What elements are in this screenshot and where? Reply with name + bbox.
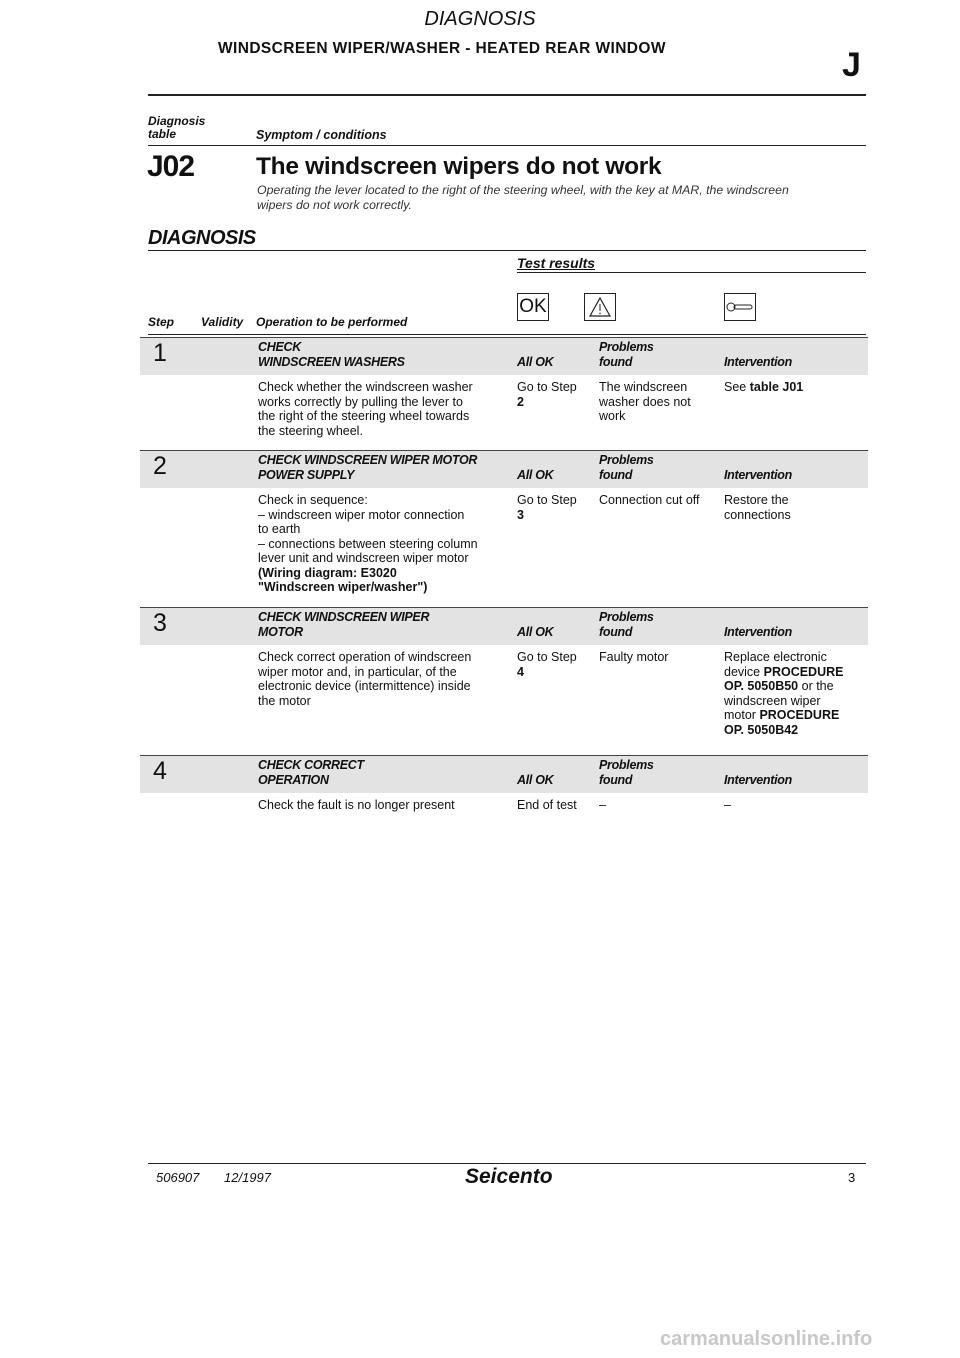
text-segment: lever unit and windscreen wiper motor	[258, 551, 469, 565]
text-segment: Faulty motor	[599, 650, 669, 664]
text-segment: work	[599, 409, 626, 423]
problems-found-label	[599, 610, 654, 640]
text-line	[517, 650, 577, 665]
text-segment: (Wiring diagram: E3020	[258, 565, 397, 580]
text-segment: OP. 5050B42	[724, 722, 799, 737]
text-line	[599, 493, 700, 508]
divider	[148, 250, 866, 251]
text-line	[258, 650, 471, 665]
wrench-icon	[724, 293, 756, 321]
text-segment: Check whether the windscreen washer	[258, 380, 473, 394]
text-segment: wiper motor and, in particular, of the	[258, 664, 457, 679]
text-line	[517, 380, 577, 395]
doc-date: 12/1997	[224, 1170, 271, 1185]
doc-number: 506907	[156, 1170, 200, 1185]
text-segment: 3	[517, 507, 524, 522]
intervention-text	[724, 380, 803, 395]
problem-text	[599, 493, 700, 508]
all-ok-label: All OK	[517, 625, 554, 639]
page-number: 3	[848, 1170, 856, 1185]
text-segment: PROCEDURE	[759, 708, 840, 722]
heading-line: WINDSCREEN WASHERS	[258, 355, 405, 369]
text-line	[724, 665, 843, 680]
step-heading	[258, 453, 477, 483]
text-line	[258, 537, 478, 552]
text-line	[517, 493, 577, 508]
text-segment: –	[599, 798, 606, 812]
text-line	[258, 580, 478, 595]
label-line: table	[148, 127, 177, 141]
problem-text	[599, 380, 691, 424]
text-line	[724, 380, 803, 395]
text-line	[724, 679, 843, 694]
heading-line: CHECK WINDSCREEN WIPER	[258, 610, 430, 624]
text-line	[599, 409, 691, 424]
text-line	[724, 694, 843, 709]
text-line	[258, 508, 478, 523]
heading-line: CHECK	[258, 340, 301, 354]
text-line	[724, 708, 843, 723]
problems-found-label	[599, 340, 654, 370]
chapter-letter: J	[842, 46, 861, 84]
all-ok-label: All OK	[517, 355, 554, 369]
step-number: 2	[153, 452, 167, 480]
diagnosis-table-label	[148, 115, 205, 141]
text-line	[517, 798, 577, 813]
text-segment: the motor	[258, 693, 311, 708]
text-segment: The windscreen	[599, 380, 688, 394]
text-segment: End of test	[517, 798, 577, 812]
text-line	[599, 650, 668, 665]
intervention-text	[724, 650, 843, 737]
text-segment: connections	[724, 507, 791, 522]
step-heading	[258, 610, 429, 640]
label-line: found	[599, 625, 633, 639]
text-segment: PROCEDURE	[763, 664, 844, 679]
intervention-label: Intervention	[724, 773, 792, 787]
text-line	[258, 566, 478, 581]
text-line	[599, 798, 606, 813]
text-segment: Check the fault is no longer present	[258, 798, 455, 812]
problems-found-label	[599, 453, 654, 483]
text-segment: Go to Step	[517, 380, 577, 394]
text-line	[724, 493, 791, 508]
text-segment: Restore the	[724, 493, 789, 507]
text-line	[258, 679, 471, 694]
heading-line: MOTOR	[258, 625, 303, 639]
brand-logo: Seicento	[465, 1165, 553, 1188]
heading-line: CHECK WINDSCREEN WIPER MOTOR	[258, 453, 478, 467]
label-line: found	[599, 355, 633, 369]
text-segment: washer does not	[599, 394, 691, 409]
text-segment: Check correct operation of windscreen	[258, 650, 472, 664]
label-line: Problems	[599, 340, 654, 354]
page-title: WINDSCREEN WIPER/WASHER - HEATED REAR WINDOW	[218, 40, 666, 57]
ok-icon-label: OK	[519, 296, 547, 317]
text-line	[724, 723, 843, 738]
text-segment: the right of the steering wheel towards	[258, 409, 470, 423]
operation-text	[258, 380, 473, 438]
operation-text	[258, 650, 471, 708]
text-segment: – windscreen wiper motor connection	[258, 507, 465, 522]
text-segment: 4	[517, 664, 524, 679]
intervention-text	[724, 493, 791, 522]
text-line	[599, 395, 691, 410]
step-number: 4	[153, 757, 167, 785]
intervention-text	[724, 798, 731, 813]
label-line: Diagnosis	[148, 114, 206, 128]
text-line	[517, 508, 577, 523]
problem-text	[599, 650, 668, 665]
text-line	[258, 798, 455, 813]
all-ok-result	[517, 798, 577, 813]
intervention-label: Intervention	[724, 625, 792, 639]
ok-icon	[517, 293, 549, 321]
divider	[517, 272, 866, 273]
text-segment: See	[724, 380, 750, 394]
text-segment: Connection cut off	[599, 493, 700, 507]
text-line	[258, 409, 473, 424]
text-segment: table J01	[749, 380, 804, 394]
text-line	[258, 665, 471, 680]
text-line	[724, 798, 731, 813]
text-segment: the steering wheel.	[258, 423, 363, 438]
watermark: carmanualsonline.info	[660, 1328, 873, 1350]
operation-text	[258, 798, 455, 813]
divider	[148, 334, 866, 335]
text-segment: Go to Step	[517, 650, 577, 664]
heading-line: OPERATION	[258, 773, 329, 787]
column-validity: Validity	[201, 315, 244, 329]
text-line	[258, 380, 473, 395]
all-ok-result	[517, 493, 577, 522]
text-segment: motor	[724, 708, 760, 722]
label-line: Problems	[599, 453, 654, 467]
text-line	[724, 508, 791, 523]
text-line	[599, 380, 691, 395]
heading-line: CHECK CORRECT	[258, 758, 364, 772]
all-ok-result	[517, 650, 577, 679]
text-segment: windscreen wiper	[724, 693, 821, 708]
diagnosis-code: J02	[147, 150, 195, 183]
column-step: Step	[148, 315, 175, 329]
text-line	[517, 395, 577, 410]
text-segment: works correctly by pulling the lever to	[258, 394, 463, 409]
text-line	[258, 395, 473, 410]
text-segment: Check in sequence:	[258, 493, 368, 507]
text-segment: or the	[798, 679, 834, 693]
text-segment: – connections between steering column	[258, 536, 478, 551]
text-line	[258, 694, 471, 709]
header-divider	[148, 94, 866, 96]
heading-line: POWER SUPPLY	[258, 468, 355, 482]
symptom-title: The windscreen wipers do not work	[256, 153, 662, 180]
text-segment: electronic device (intermittence) inside	[258, 679, 471, 693]
symptom-description: Operating the lever located to the right of the steering wheel, with the key at MAR, the windscreen	[257, 183, 789, 197]
problems-found-label	[599, 758, 654, 788]
text-line	[258, 551, 478, 566]
text-segment: Replace electronic	[724, 650, 827, 664]
intervention-label: Intervention	[724, 355, 792, 369]
step-number: 1	[153, 339, 167, 367]
diagnosis-heading: DIAGNOSIS	[148, 227, 256, 249]
text-line	[258, 522, 478, 537]
text-line	[517, 665, 577, 680]
label-line: Problems	[599, 610, 654, 624]
text-segment: device	[724, 664, 764, 679]
text-segment: 2	[517, 394, 524, 409]
operation-text	[258, 493, 478, 595]
column-operation: Operation to be performed	[256, 315, 408, 329]
step-heading	[258, 340, 405, 370]
step-heading	[258, 758, 364, 788]
text-line	[724, 650, 843, 665]
text-segment: Go to Step	[517, 493, 577, 507]
test-results-heading: Test results	[517, 255, 596, 271]
problem-text	[599, 798, 606, 813]
section-title: DIAGNOSIS	[424, 8, 536, 30]
footer-divider	[148, 1163, 866, 1164]
text-segment: "Windscreen wiper/washer")	[258, 580, 428, 594]
all-ok-label: All OK	[517, 468, 554, 482]
label-line: found	[599, 773, 633, 787]
divider	[148, 145, 866, 146]
symptom-description: wipers do not work correctly.	[257, 198, 412, 212]
text-line	[258, 493, 478, 508]
text-line	[258, 424, 473, 439]
text-segment: OP. 5050B50	[724, 679, 799, 693]
text-segment: to earth	[258, 522, 301, 536]
all-ok-result	[517, 380, 577, 409]
symptom-label: Symptom / conditions	[256, 128, 387, 142]
intervention-label: Intervention	[724, 468, 792, 482]
all-ok-label: All OK	[517, 773, 554, 787]
step-number: 3	[153, 609, 167, 637]
label-line: found	[599, 468, 633, 482]
label-line: Problems	[599, 758, 654, 772]
warning-icon	[584, 293, 616, 321]
text-segment: –	[724, 798, 731, 812]
